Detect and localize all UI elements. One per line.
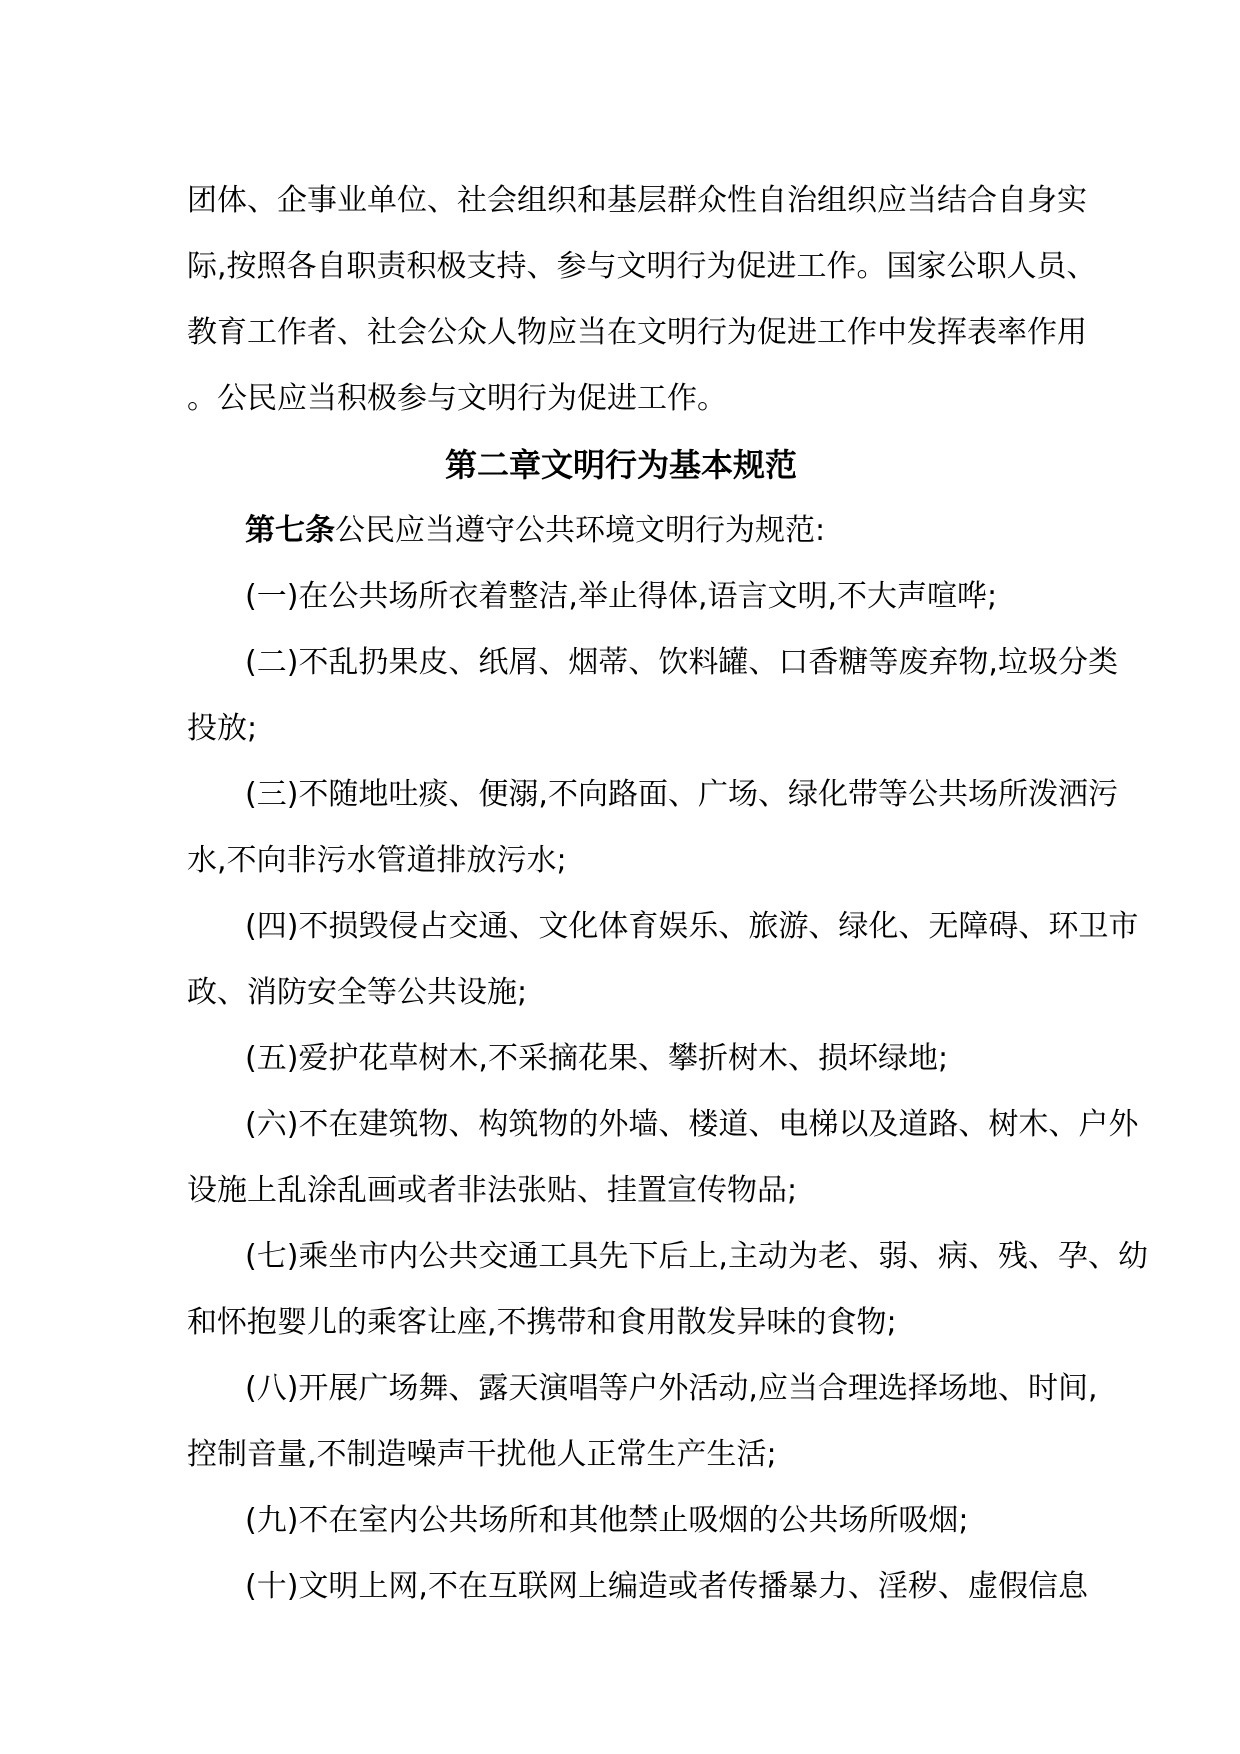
text-line: 。公民应当积极参与文明行为促进工作。 [187, 381, 727, 416]
item-4-line-1: (四)不损毁侵占交通、文化体育娱乐、旅游、绿化、无障碍、环卫市 [245, 909, 1139, 944]
item-4-line-2: 政、消防安全等公共设施; [187, 975, 528, 1010]
article-heading-line [187, 498, 1055, 564]
item-6-line-1: (六)不在建筑物、构筑物的外墙、楼道、电梯以及道路、树木、户外 [245, 1107, 1139, 1142]
item-8-line-1: (八)开展广场舞、露天演唱等户外活动,应当合理选择场地、时间, [245, 1371, 1098, 1406]
text-line: 团体、企事业单位、社会组织和基层群众性自治组织应当结合自身实 [187, 183, 1087, 218]
text-line: 际,按照各自职责积极支持、参与文明行为促进工作。国家公职人员、 [187, 249, 1097, 284]
item-9-line-1: (九)不在室内公共场所和其他禁止吸烟的公共场所吸烟; [245, 1503, 969, 1538]
item-2-line-2: 投放; [187, 711, 258, 746]
chapter-heading: 第二章文明行为基本规范 [444, 446, 797, 484]
item-5-line-1: (五)爱护花草树木,不采摘花果、攀折树木、损坏绿地; [245, 1041, 949, 1076]
item-10-line-1: (十)文明上网,不在互联网上编造或者传播暴力、淫秽、虚假信息 [245, 1569, 1088, 1604]
article-label: 第七条 [245, 513, 335, 548]
item-3-line-2: 水,不向非污水管道排放污水; [187, 843, 567, 878]
document-page [187, 168, 1148, 1620]
item-7-line-2: 和怀抱婴儿的乘客让座,不携带和食用散发异味的食物; [187, 1305, 897, 1340]
item-6-line-2: 设施上乱涂乱画或者非法张贴、挂置宣传物品; [187, 1173, 798, 1208]
text-line: 教育工作者、社会公众人物应当在文明行为促进工作中发挥表率作用 [187, 315, 1087, 350]
item-3-line-1: (三)不随地吐痰、便溺,不向路面、广场、绿化带等公共场所泼洒污 [245, 777, 1118, 812]
item-2-line-1: (二)不乱扔果皮、纸屑、烟蒂、饮料罐、口香糖等废弃物,垃圾分类 [245, 645, 1118, 680]
item-8-line-2: 控制音量,不制造噪声干扰他人正常生产生活; [187, 1437, 777, 1472]
article-text: 公民应当遵守公共环境文明行为规范: [335, 513, 826, 548]
item-7-line-1: (七)乘坐市内公共交通工具先下后上,主动为老、弱、病、残、孕、幼 [245, 1239, 1148, 1274]
item-1-line-1: (一)在公共场所衣着整洁,举止得体,语言文明,不大声喧哗; [245, 579, 998, 614]
